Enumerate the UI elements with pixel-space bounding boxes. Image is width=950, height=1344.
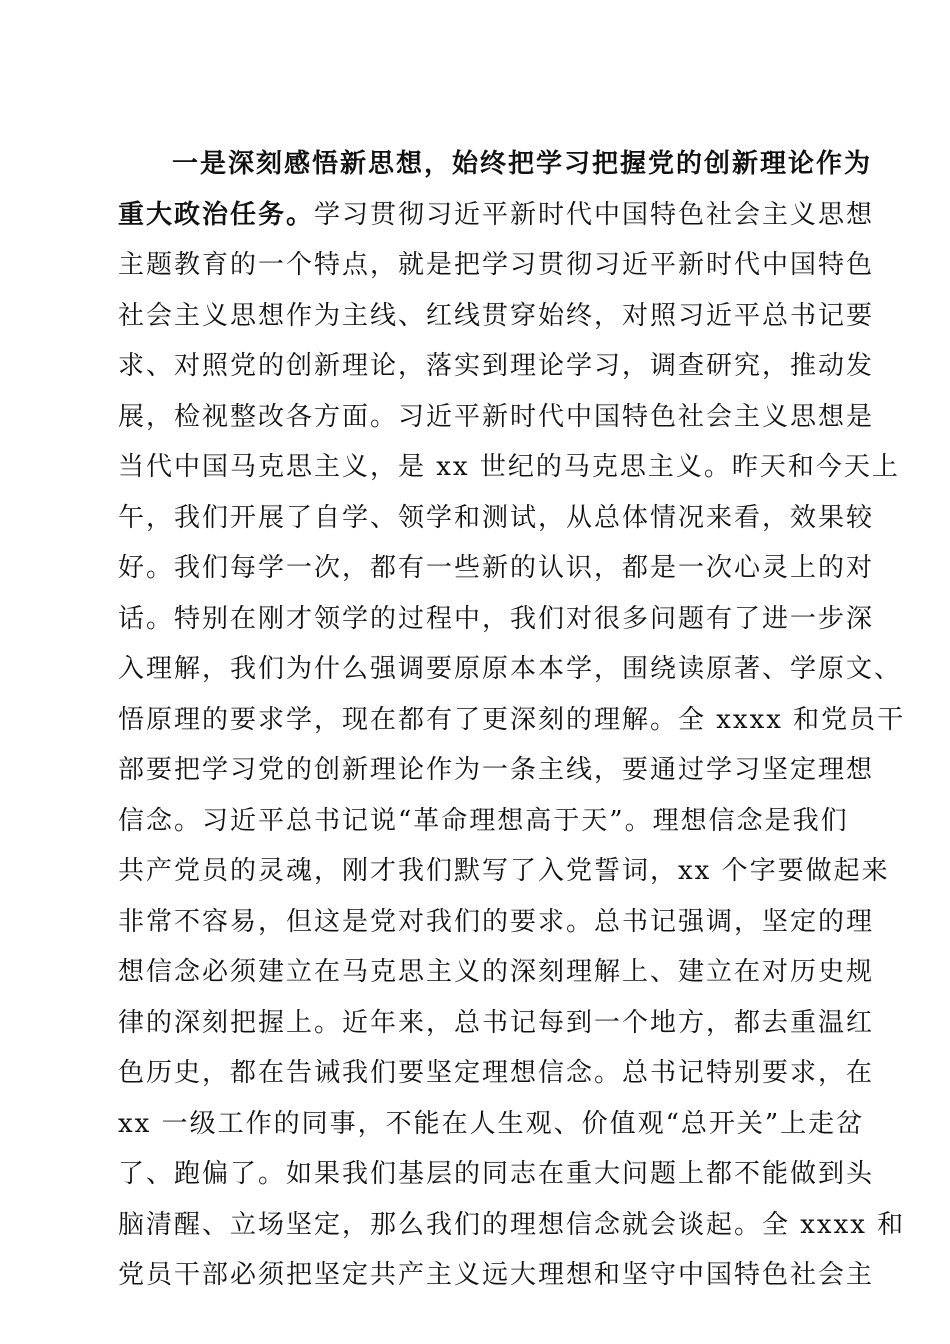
text-line xyxy=(118,1250,875,1301)
line-text: 求、对照党的创新理论，落实到理论学习，调查研究，推动发 xyxy=(118,351,875,381)
line-text: 律的深刻把握上。近年来，总书记每到一个地方，都去重温红 xyxy=(118,1007,875,1038)
text-line xyxy=(118,543,875,594)
bold-heading-text: 一是深刻感悟新思想，始终把学习把握党的创新理论作为 xyxy=(172,149,873,179)
text-line xyxy=(118,745,875,796)
text-line xyxy=(118,796,849,847)
text-line xyxy=(118,291,875,342)
bold-heading-text: 重大政治任务。 xyxy=(118,199,315,230)
line-text: 部要把学习党的创新理论作为一条主线，要通过学习坚定理想 xyxy=(118,755,875,785)
line-text: xx 一级工作的同事，不能在人生观、价值观“总开关”上走岔 xyxy=(118,1108,865,1139)
text-line xyxy=(118,947,875,998)
text-line xyxy=(118,493,875,544)
line-text: 主题教育的一个特点，就是把学习贯彻习近平新时代中国特色 xyxy=(118,250,875,280)
text-line xyxy=(118,897,875,948)
text-line xyxy=(118,1149,875,1200)
line-text: 党员干部必须把坚定共产主义远大理想和坚守中国特色社会主 xyxy=(118,1260,875,1290)
line-text: 想信念必须建立在马克思主义的深刻理解上、建立在对历史规 xyxy=(118,957,875,987)
text-line xyxy=(118,240,875,291)
line-text: 了、跑偏了。如果我们基层的同志在重大问题上都不能做到头 xyxy=(118,1159,875,1189)
text-line xyxy=(118,1099,865,1150)
line-text: 悟原理的要求学，现在都有了更深刻的理解。全 xxxx 和党员干 xyxy=(118,704,906,735)
line-text: 展，检视整改各方面。习近平新时代中国特色社会主义思想是 xyxy=(118,401,875,432)
line-text: 脑清醒、立场坚定，那么我们的理想信念就会谈起。全 xxxx 和 xyxy=(118,1209,906,1240)
line-text: 午，我们开展了自学、领学和测试，从总体情况来看，效果较 xyxy=(118,502,875,533)
line-text: 共产党员的灵魂，刚才我们默写了入党誓词，xx 个字要做起来 xyxy=(118,856,890,886)
text-line xyxy=(118,190,875,241)
text-line xyxy=(118,442,900,493)
line-text: 色历史，都在告诫我们要坚定理想信念。总书记特别要求，在 xyxy=(118,1058,875,1088)
line-text: 信念。习近平总书记说“革命理想高于天”。理想信念是我们 xyxy=(118,805,849,836)
text-line xyxy=(118,1048,875,1099)
text-line xyxy=(118,1200,906,1251)
line-text: 社会主义思想作为主线、红线贯穿始终，对照习近平总书记要 xyxy=(118,300,875,331)
line-text: 入理解，我们为什么强调要原原本本学，围绕读原著、学原文、 xyxy=(118,654,903,684)
text-line xyxy=(118,998,875,1049)
line-text: 非常不容易，但这是党对我们的要求。总书记强调，坚定的理 xyxy=(118,906,875,937)
text-line xyxy=(118,644,903,695)
text-line xyxy=(118,594,875,645)
text-line xyxy=(118,392,875,443)
line-text: 话。特别在刚才领学的过程中，我们对很多问题有了进一步深 xyxy=(118,603,875,634)
text-line xyxy=(118,139,873,190)
text-line xyxy=(118,695,906,746)
line-text: 当代中国马克思主义，是 xx 世纪的马克思主义。昨天和今天上 xyxy=(118,452,900,482)
text-line xyxy=(118,846,890,897)
text-line xyxy=(118,341,875,392)
line-text: 学习贯彻习近平新时代中国特色社会主义思想 xyxy=(314,199,875,230)
line-text: 好。我们每学一次，都有一些新的认识，都是一次心灵上的对 xyxy=(118,553,875,583)
body-paragraph xyxy=(118,139,906,1301)
